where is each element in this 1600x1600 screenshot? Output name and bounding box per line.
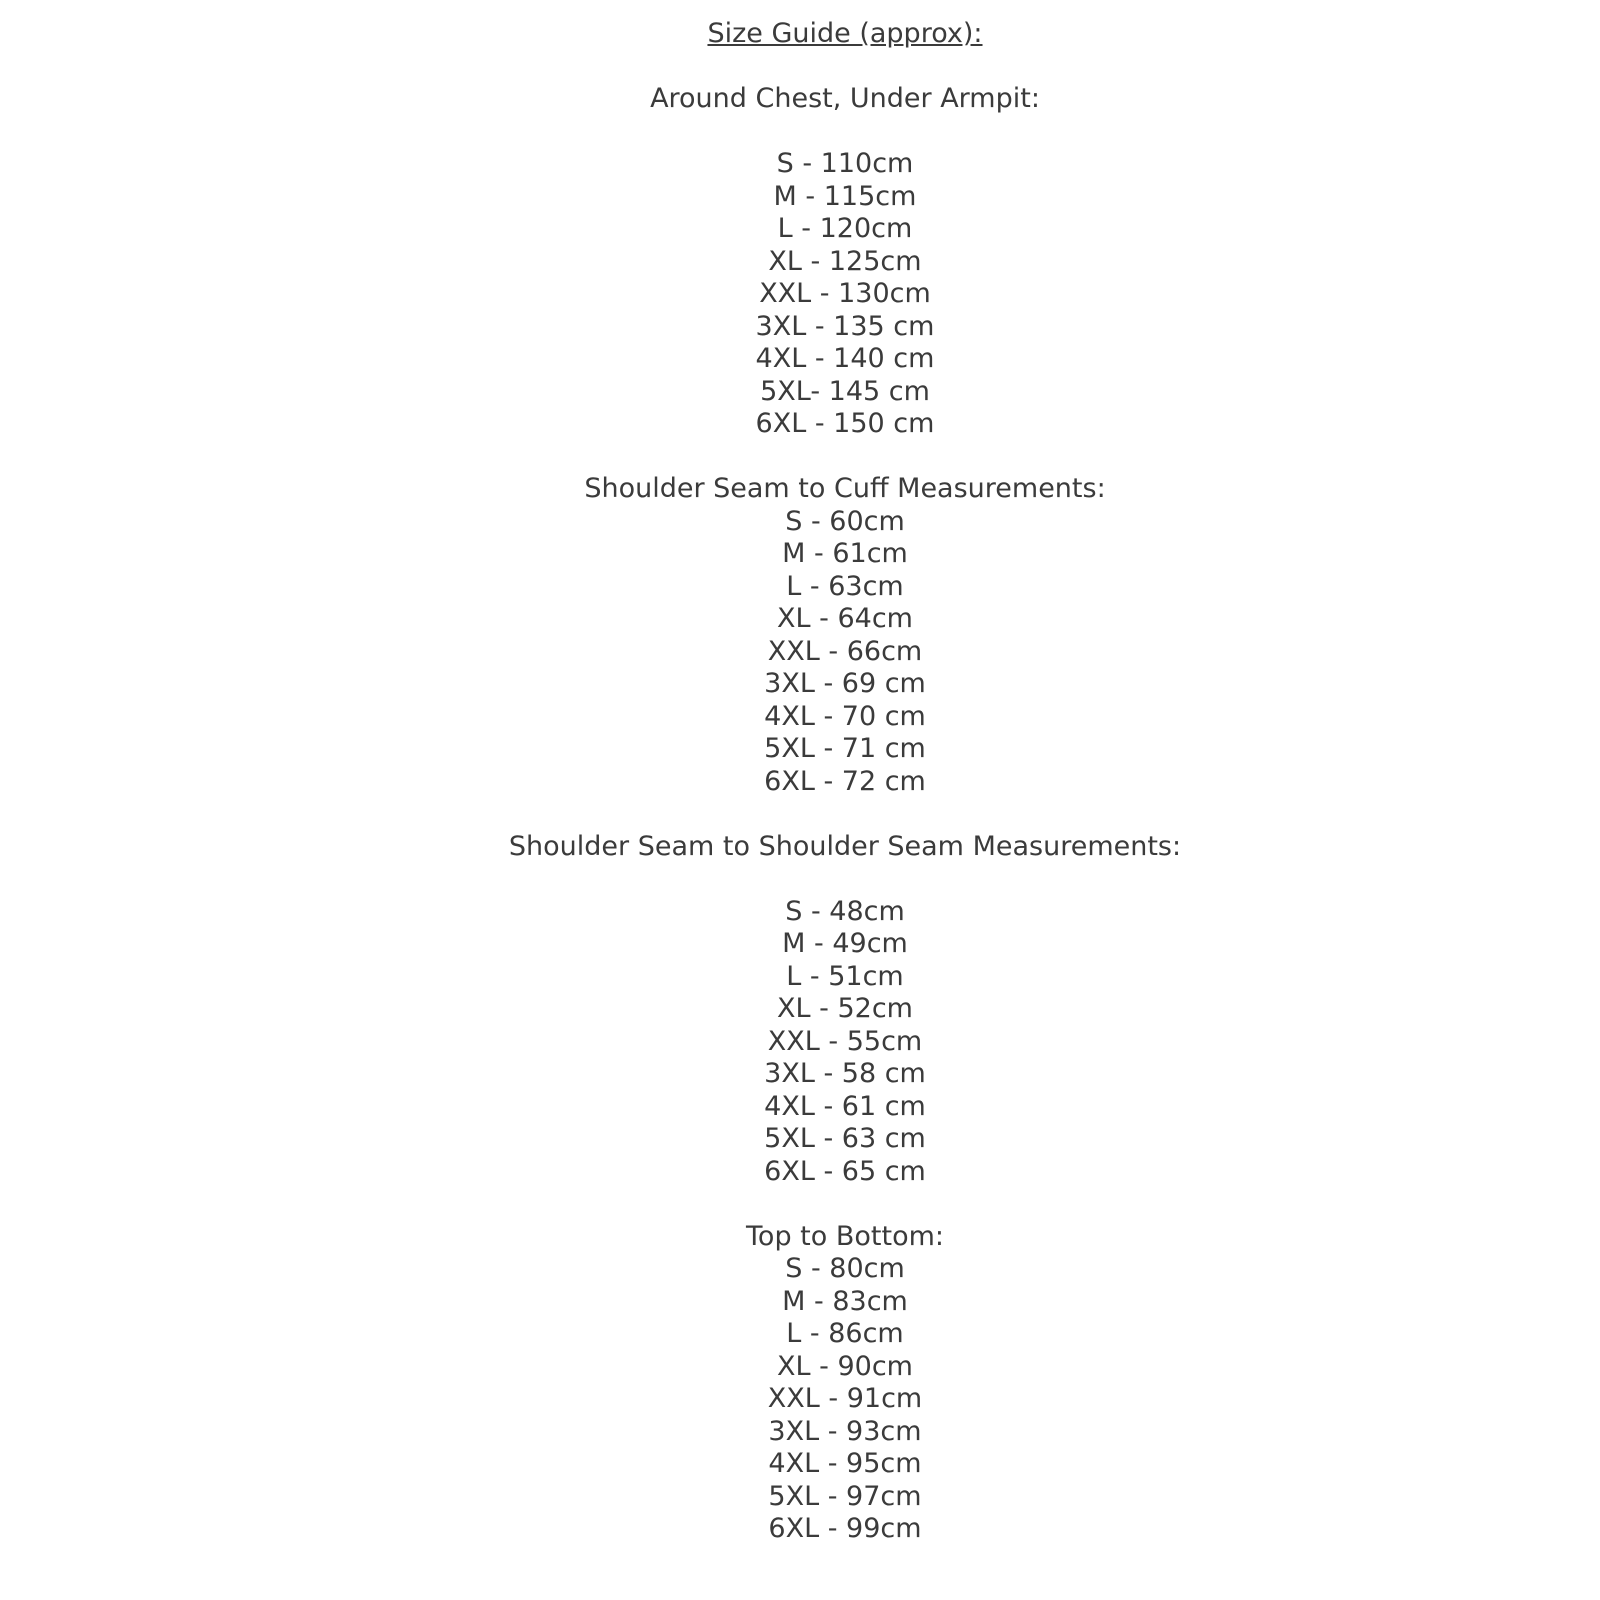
- size-row: XXL - 66cm: [767, 635, 923, 667]
- size-row: 3XL - 58 cm: [764, 1058, 926, 1089]
- size-row: 6XL - 99cm: [768, 1513, 922, 1544]
- size-row: XL - 52cm: [777, 993, 913, 1024]
- size-row: S - 80cm: [785, 1253, 905, 1284]
- page-title: Size Guide (approx):: [707, 18, 983, 49]
- size-row: L - 86cm: [786, 1318, 904, 1349]
- size-row: M - 83cm: [782, 1285, 908, 1317]
- size-row: XXL - 91cm: [767, 1383, 923, 1414]
- size-row: 5XL- 145 cm: [760, 375, 930, 407]
- size-row: 4XL - 140 cm: [755, 343, 935, 374]
- spacer: [90, 116, 1600, 149]
- size-row: 4XL - 95cm: [768, 1448, 922, 1479]
- section-heading-cuff: Shoulder Seam to Cuff Measurements:: [584, 473, 1106, 504]
- spacer: [90, 1188, 1600, 1221]
- spacer: [90, 51, 1600, 84]
- size-row: XL - 125cm: [768, 245, 922, 277]
- spacer: [90, 441, 1600, 474]
- size-row: 4XL - 70 cm: [764, 700, 926, 732]
- size-row: L - 63cm: [786, 570, 904, 602]
- size-row: L - 51cm: [786, 960, 904, 992]
- size-row: XXL - 130cm: [759, 278, 931, 309]
- size-row: 6XL - 150 cm: [755, 408, 935, 439]
- size-row: 5XL - 63 cm: [764, 1123, 926, 1154]
- spacer: [90, 863, 1600, 896]
- size-row: XL - 90cm: [777, 1350, 913, 1382]
- size-row: S - 60cm: [785, 505, 905, 537]
- size-row: 5XL - 97cm: [768, 1480, 922, 1512]
- spacer: [90, 798, 1600, 831]
- size-row: 6XL - 65 cm: [764, 1155, 926, 1187]
- size-row: XXL - 55cm: [767, 1025, 923, 1057]
- size-row: M - 115cm: [773, 180, 917, 212]
- size-row: XL - 64cm: [777, 603, 913, 634]
- size-row: 3XL - 69 cm: [764, 668, 926, 699]
- size-row: S - 48cm: [785, 895, 905, 927]
- size-row: S - 110cm: [776, 148, 914, 179]
- size-row: 6XL - 72 cm: [764, 765, 926, 797]
- size-row: 5XL - 71 cm: [764, 733, 926, 764]
- size-row: 3XL - 135 cm: [755, 310, 935, 342]
- size-row: L - 120cm: [777, 213, 913, 244]
- section-heading-shoulder: Shoulder Seam to Shoulder Seam Measurements:: [508, 830, 1182, 862]
- size-row: 3XL - 93cm: [768, 1415, 922, 1447]
- size-guide-document: [90, 0, 1600, 1546]
- size-row: 4XL - 61 cm: [764, 1090, 926, 1122]
- size-row: M - 49cm: [782, 928, 908, 959]
- section-heading-chest: Around Chest, Under Armpit:: [650, 83, 1040, 114]
- section-heading-length: Top to Bottom:: [746, 1220, 944, 1252]
- size-row: M - 61cm: [782, 538, 908, 569]
